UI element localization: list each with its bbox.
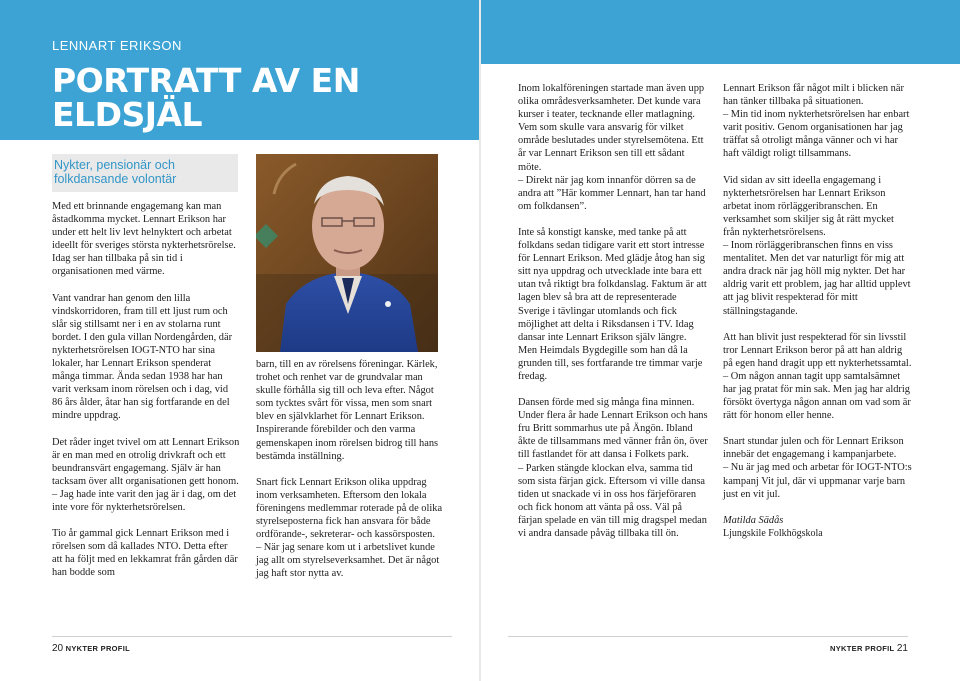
article-headline: PORTRATT AV EN ELDSJÄL	[52, 61, 360, 134]
portrait-photo-icon	[256, 154, 438, 352]
magazine-name: NYKTER PROFIL	[830, 644, 895, 653]
header-band-right	[480, 0, 960, 64]
paragraph: Att han blivit just respekterad för sin livsstil tror Lennart Erikson beror på att han aldrig på egen hand dragit upp ett nykterhetssamtal. – Om någon annan tagit upp samtalsämnet har jag pratat för min sak. Men jag har aldrig försökt övertyga någon annan om vad som är rätt för honom eller henne.	[723, 331, 912, 422]
paragraph: Vid sidan av sitt ideella engagemang i nykterhetsrörelsen har Lennart Erikson arbetat inom rörläggeribranschen. En verksamhet som skiljer sig åt rätt mycket från nykterhetsrörelsens. – Inom rörläggeribranschen finns en viss mentalitet. Men det var naturligt för mig att andra drack när jag höll mig nykter. Det har aldrig varit ett problem, jag har alltid upplevt att jag blivit respekterad för mitt ställningstagande.	[723, 174, 911, 317]
text-column-3	[518, 82, 708, 553]
paragraph: barn, till en av rörelsens föreningar. Kärlek, trohet och renhet var de grundvalar man skulle förhålla sig till och leva efter. Något som tycktes svårt för vissa, men som snart blev en självklarhet för Lennart Erikson. Inspirerande förebilder och den varma gemenskapen inom rörelsen bidrog till hans bestämda inställning.	[256, 359, 439, 462]
page-number: 21	[896, 643, 908, 654]
page-number: 20	[52, 643, 64, 654]
page-spine	[479, 0, 481, 681]
footer-divider	[508, 636, 908, 637]
magazine-name: NYKTER PROFIL	[65, 644, 130, 653]
article-subhead: Nykter, pensionär och folkdansande volontär	[54, 158, 177, 186]
paragraph: Tio år gammal gick Lennart Erikson med i rörelsen som då kallades NTO. Detta efter att ha följt med en lekkamrat från gården där han bodde som	[52, 528, 238, 579]
paragraph: Vant vandrar han genom den lilla vindskorridoren, fram till ett ljust rum och slår sig stillsamt ner i en av stolarna runt bordet. I den gula villan Nordengården, där nykterhetsrörelsen IOGT-NTO har sina lokaler, har Lennart Erikson spenderat många timmar. Ända sedan 1938 har han varit verksam inom rörelsen och i dag, vid 86 års ålder, åtar han sig fortfarande en del mindre uppdrag.	[52, 292, 233, 422]
paragraph: Det råder inget tvivel om att Lennart Erikson är en man med en otrolig drivkraft och ett beundransvärt engagemang. Själv är han tacksam över allt organisationen gett honom. – Jag hade inte varit den jag är i dag, om det inte vore för nykterhetsrörelsen.	[52, 436, 240, 513]
text-column-4	[723, 82, 913, 540]
footer-divider	[52, 636, 452, 637]
text-column-1	[52, 200, 240, 592]
text-column-2	[256, 358, 444, 594]
byline-organization: Ljungskile Folkhögskola	[723, 527, 823, 539]
footer-left	[52, 643, 130, 654]
paragraph: Lennart Erikson får något milt i blicken när han tänker tillbaka på situationen. – Min tid inom nykterhetsrörelsen har enbart varit positiv. Genom organisationen har jag träffat så otroligt många vänner och vi har haft väldigt roligt tillsammans.	[723, 83, 910, 160]
paragraph: Inte så konstigt kanske, med tanke på att folkdans sedan tidigare varit ett stort intresse för Lennart Erikson. Med glädje åtog han sig sitt nya uppdrag och utvecklade inte bara ett utan två riktigt bra folkdanslag. Faktum är att lagen blev så bra att de representerade Sverige i tävlingar utomlands och fick möjlighet att delta i Riksdansen i TV. Idag dansar inte Lennart Erikson själv längre. Men Heimdals Bygdegille som han då la grunden till, ses fortfarande tre timmar varje fredag.	[518, 226, 707, 382]
paragraph: Inom lokalföreningen startade man även upp olika områdesverksamheter. Det kunde vara kurser i teater, tecknande eller matlagning. Vem som skulle vara ansvarig för vilket område beslutades under styrelsemötena. Ett år var Lennart Erikson sen till ett sådant möte. – Direkt när jag kom innanför dörren sa de andra att ”Här kommer Lennart, han tar hand om folkdansen”.	[518, 83, 706, 212]
paragraph: Snart stundar julen och för Lennart Erikson innebär det engagemang i kampanjarbete. – Nu är jag med och arbetar för IOGT-NTO:s kampanj Vit jul, där vi uppmanar varje barn just en vit jul.	[723, 436, 912, 500]
paragraph: Dansen förde med sig många fina minnen. Under flera år hade Lennart Erikson och hans fru Britt sommarhus ute på Ängön. Ibland åkte de tillsammans med vänner från ön, över till fastlandet för att dansa i Folkets park. – Parken stängde klockan elva, samma tid som sista färjan gick. Eftersom vi ville dansa tiden ut snackade vi in oss hos färjeföraren och fick honom att vänta på oss. Väl på färjan spelade en vän till mig dragspel medan vi andra dansade påväg tillbaka till ön.	[518, 397, 708, 539]
paragraph: Snart fick Lennart Erikson olika uppdrag inom verksamheten. Eftersom den lokala föreningens medlemmar roterade på de olika styrelseposterna fick han ansvara för både ordförande-, sekreterar- och kassörsposten. – När jag senare kom ut i arbetslivet kunde jag allt om styrelseverksamhet. Det är något jag haft stor nytta av.	[256, 476, 443, 580]
author-kicker: LENNART ERIKSON	[52, 38, 182, 53]
byline-name: Matilda Sädås	[723, 514, 784, 526]
portrait-photo	[256, 154, 438, 352]
subhead-box	[52, 154, 238, 192]
paragraph: Med ett brinnande engagemang kan man åstadkomma mycket. Lennart Erikson har under ett helt liv levt helnyktert och arbetat ideellt för sveriges största nykterhetsrörelse. Idag ser han tillbaka på sin tid i organisationen med värme.	[52, 201, 236, 278]
footer-right	[830, 643, 908, 654]
